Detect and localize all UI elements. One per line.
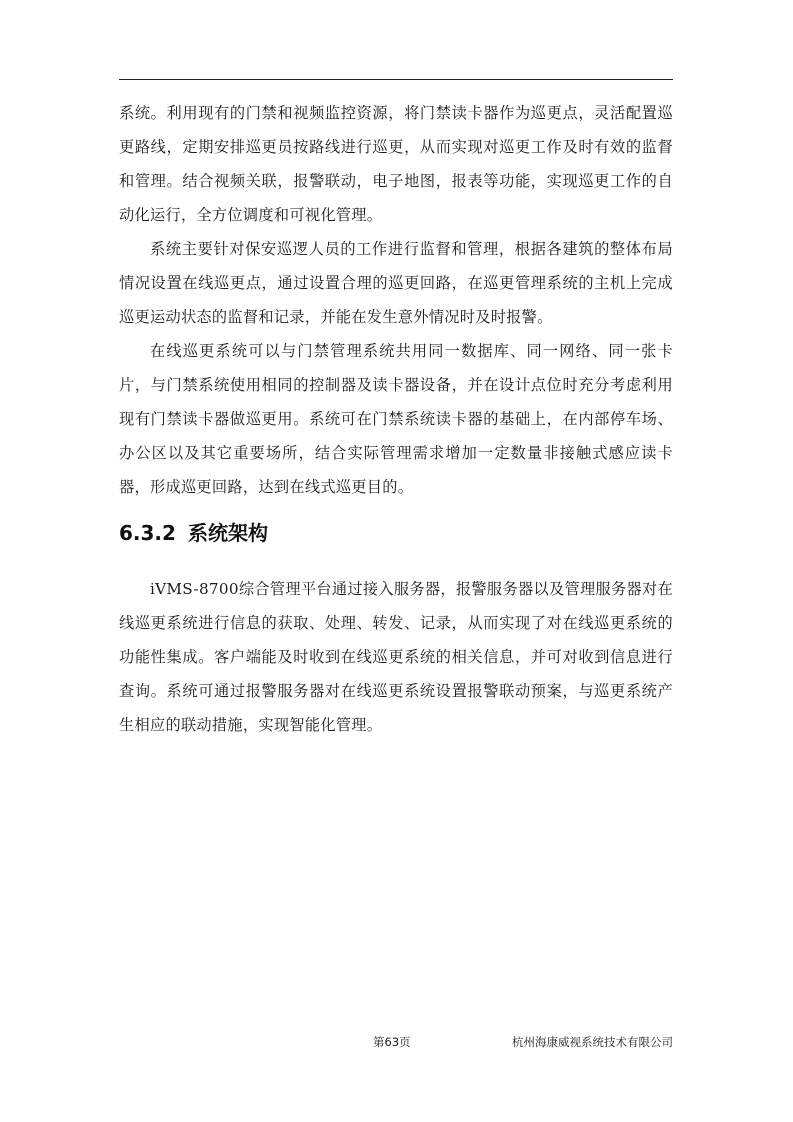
paragraph-patrol-supervision: 系统主要针对保安巡逻人员的工作进行监督和管理，根据各建筑的整体布局情况设置在线巡更点，通过设置合理的巡更回路，在巡更管理系统的主机上完成巡更运动状态的监督和记录，并能在发生意外情况时及时报警。 — [119, 240, 673, 326]
paragraph-system-architecture: iVMS-8700综合管理平台通过接入服务器，报警服务器以及管理服务器对在线巡更系统进行信息的获取、处理、转发、记录，从而实现了对在线巡更系统的功能性集成。客户端能及时收到在线巡更系统的相关信息，并可对收到信息进行查询。系统可通过报警服务器对在线巡更系统设置报警联动预案，与巡更系统产生相应的联动措施，实现智能化管理。 — [119, 580, 673, 734]
paragraph-continuation: 系统。利用现有的门禁和视频监控资源，将门禁读卡器作为巡更点，灵活配置巡更路线，定期安排巡更员按路线进行巡更，从而实现对巡更工作及时有效的监督和管理。结合视频关联，报警联动，电子地图，报表等功能，实现巡更工作的自动化运行，全方位调度和可视化管理。 — [119, 104, 673, 224]
section-title: 系统架构 — [187, 521, 268, 545]
section-number: 6.3.2 — [119, 521, 176, 545]
paragraph-shared-access-control: 在线巡更系统可以与门禁管理系统共用同一数据库、同一网络、同一张卡片，与门禁系统使用相同的控制器及读卡器设备，并在设计点位时充分考虑利用现有门禁读卡器做巡更用。系统可在门禁系统读卡器的基础上，在内部停车场、办公区以及其它重要场所，结合实际管理需求增加一定数量非接触式感应读卡器，形成巡更回路，达到在线式巡更目的。 — [119, 342, 673, 496]
document-body — [119, 96, 673, 742]
header-rule — [119, 79, 673, 80]
section-heading — [119, 518, 673, 564]
company-name: 杭州海康威视系统技术有限公司 — [512, 1035, 673, 1049]
page-footer — [119, 1032, 673, 1052]
page-number: 第63页 — [373, 1035, 411, 1049]
